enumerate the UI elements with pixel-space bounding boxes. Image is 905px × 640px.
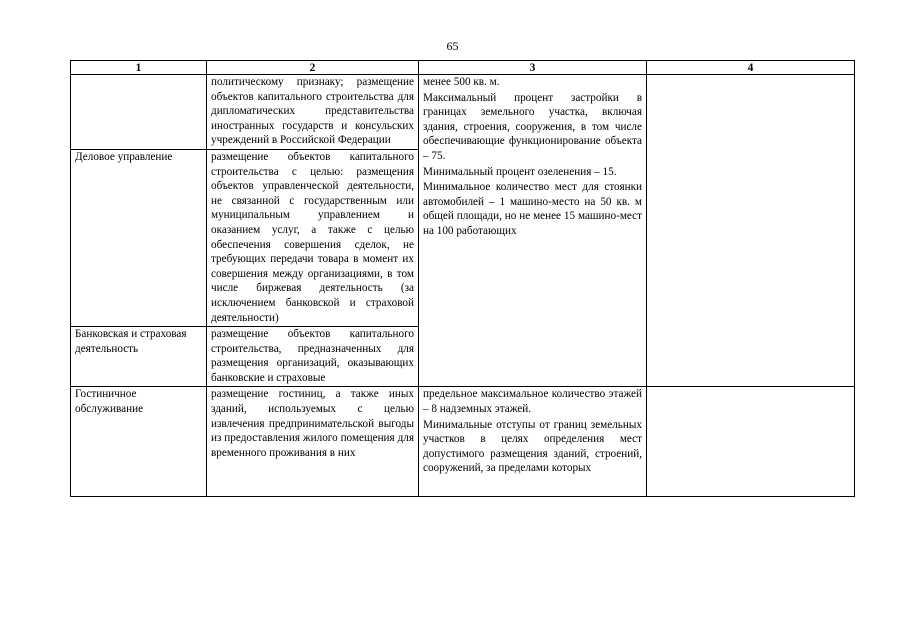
header-col-1: 1 — [71, 61, 207, 75]
row-4-col-1: Гостиничное обслуживание — [71, 387, 207, 497]
row-2-col-1: Деловое управление — [71, 149, 207, 326]
merged-col-3-para-3: Минимальный процент озеленения – 15. — [423, 165, 617, 178]
merged-col-3-para-4: Минимальное количество мест для стоянки автомобилей – 1 машино-место на 50 кв. м общей площади, но не менее 15 машино-мест на 100 работающих — [423, 181, 642, 237]
row-1-col-2: политическому признаку; размещение объектов капитального строительства для дипломатических представительства иностранных государств и консульских учреждений в Российской Федерации — [207, 75, 419, 150]
row-3-col-1: Банковская и страховая деятельность — [71, 327, 207, 387]
header-col-2: 2 — [207, 61, 419, 75]
merged-col-3-para-1: менее 500 кв. м. — [423, 76, 500, 88]
row-1-col-1 — [71, 75, 207, 150]
merged-col-4-cell — [647, 75, 855, 387]
header-row — [71, 61, 855, 75]
row-4-col-3 — [419, 387, 647, 497]
row-4-col-3-para-2: Минимальные отступы от границ земельных участков в целях определения мест допустимого размещения зданий, строений, сооружений, за пределами которых — [423, 418, 642, 475]
page-number: 65 — [446, 39, 459, 53]
table-row — [71, 387, 855, 497]
merged-col-3-para-2: Максимальный процент застройки в границах земельного участка, включая здания, строения, сооружения, в том числе обеспечивающие функционирование объекта – 75. — [423, 91, 642, 162]
row-4-col-4 — [647, 387, 855, 497]
merged-col-3-cell — [419, 75, 647, 387]
header-col-3: 3 — [419, 61, 647, 75]
row-3-col-2: размещение объектов капитального строительства, предназначенных для размещения организаций, оказывающих банковские и страховые — [207, 327, 419, 387]
row-4-col-2: размещение гостиниц, а также иных зданий, используемых с целью извлечения предпринимательской выгоды из предоставления жилого помещения для временного проживания в них — [207, 387, 419, 497]
land-use-table — [70, 60, 855, 497]
table-row — [71, 75, 855, 150]
row-2-col-2: размещение объектов капитального строительства с целью: размещения объектов управленческой деятельности, не связанной с государственным или муниципальным управлением и оказанием услуг, а также с целью обеспечения совершения сделок, не требующих передачи товара в момент их совершения между организациями, в том числе биржевая деятельность (за исключением банковской и страховой деятельности) — [207, 149, 419, 326]
header-col-4: 4 — [647, 61, 855, 75]
row-4-col-3-para-1: предельное максимальное количество этажей – 8 надземных этажей. — [423, 388, 642, 416]
